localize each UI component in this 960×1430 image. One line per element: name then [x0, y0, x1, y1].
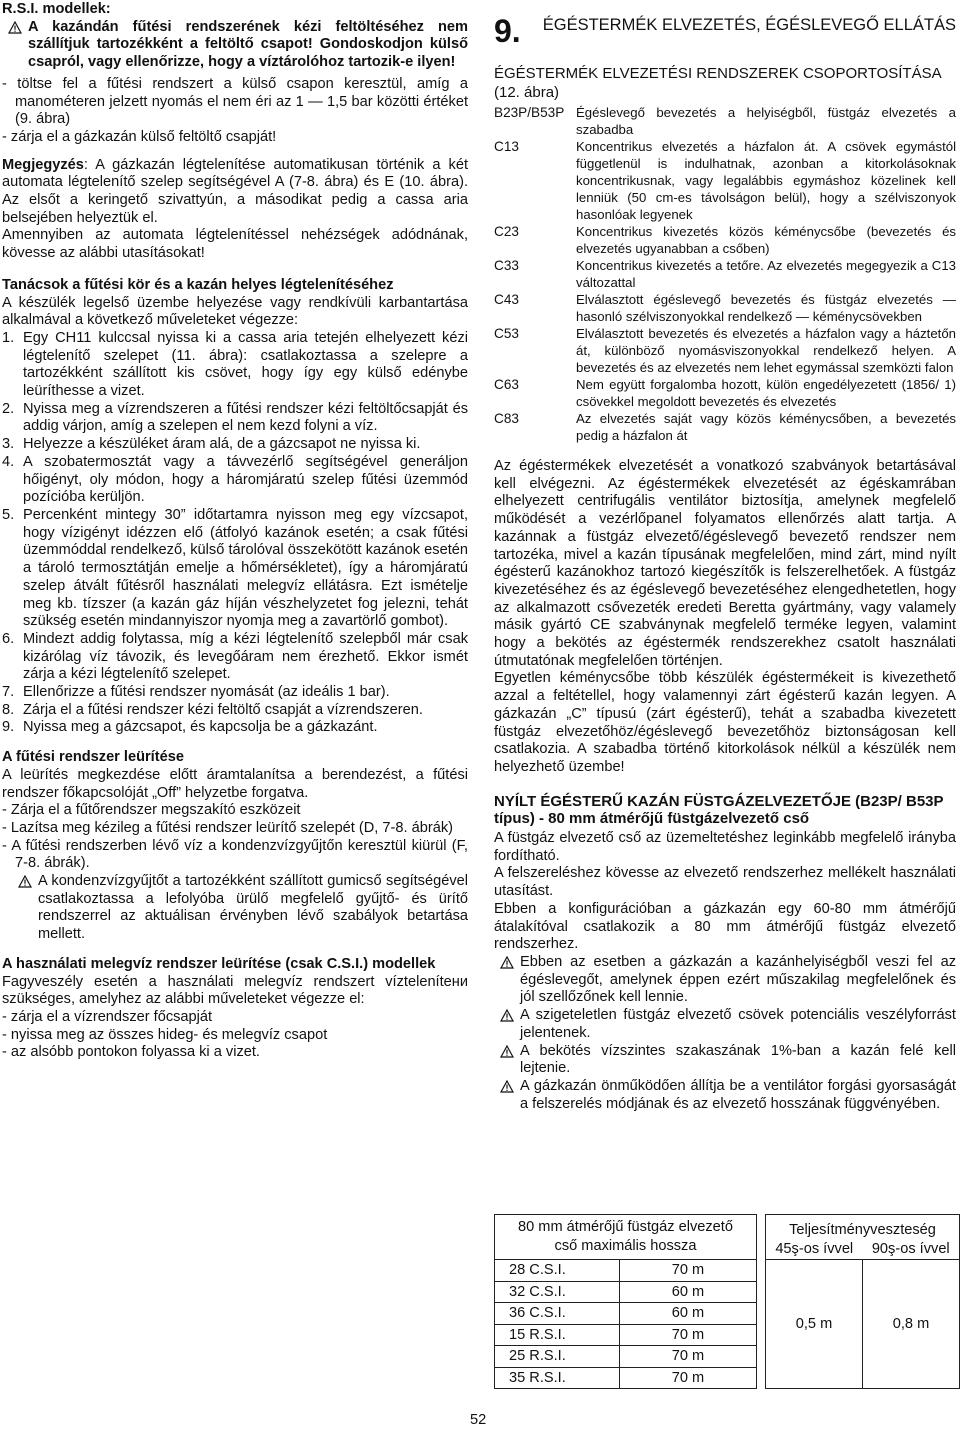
step-number: 9. — [2, 719, 15, 736]
group-heading: ÉGÉSTERMÉK ELVEZETÉSI RENDSZEREK CSOPORTOSÍTÁSA (12. ábra) — [494, 65, 941, 101]
step-number: 2. — [2, 400, 15, 417]
table-cell-model: 36 C.S.I. — [495, 1303, 620, 1325]
rsi-warning: A kazándán fűtési rendszerének kézi feltöltéséhez nem szállítjuk tartozékként a feltöltő csapot! Gondoskodjon külső csapról, vagy ellenőrizze, hogy a víztárolóhoz tartozik-e ilyen! — [2, 19, 468, 72]
step-text: Zárja el a fűtési rendszer kézi feltöltő csapját a vízrendszeren. — [23, 701, 423, 718]
flue-warning: A szigeteletlen füstgáz elvezető csövek potenciális veszélyforrást jelentenek. — [494, 1007, 956, 1042]
section-number: 9. — [494, 13, 521, 49]
tips-heading: Tanácsok a fűtési kör és a kazán helyes légtelenítéséhez — [2, 276, 394, 293]
warning-icon — [494, 954, 520, 1007]
system-code: C63 — [494, 377, 519, 392]
system-code: C43 — [494, 292, 519, 307]
flue-warning: A bekötés vízszintes szakaszának 1%-ban a kazán felé kell lejtenie. — [494, 1043, 956, 1078]
tips-step — [2, 401, 468, 436]
table-cell-length: 60 m — [620, 1303, 757, 1325]
flue-warning: Ebben az esetben a gázkazán a kazánhelyiségből veszi fel az égéslevegőt, amelynek éppen ezért műszakilag megfelelőnek és jól szellőzőnek kell lennie. — [494, 954, 956, 1007]
tips-step — [2, 719, 468, 737]
table-header-90: 90ş-os ívvel — [871, 1241, 950, 1257]
section-title: ÉGÉSTERMÉK ELVEZETÉS, ÉGÉSLEVEGŐ ELLÁTÁS — [542, 16, 956, 34]
dhw-item-2: - nyissa meg az összes hideg- és melegvíz csapot — [2, 1026, 328, 1043]
table-cell-length: 60 m — [620, 1281, 757, 1303]
flue-p1: A füstgáz elvezető cső az üzemeltetéshez leginkább megfelelő irányba fordítható. — [494, 830, 956, 864]
note-paragraph-2: Amennyiben az automata légtelenítéssel nehézségek adódnának, kövesse az alábbi utasításokat! — [2, 227, 468, 262]
table-cell-model: 35 R.S.I. — [495, 1367, 620, 1389]
step-number: 3. — [2, 436, 15, 453]
table-cell-model: 25 R.S.I. — [495, 1346, 620, 1368]
table-header-45: 45ş-os ívvel — [775, 1241, 854, 1257]
drain-item-1: - Zárja el a fűtőrendszer megszakító eszközeit — [2, 802, 301, 819]
step-text: Percenként mintegy 30” időtartamra nyisson meg egy vízcsapot, hogy vízigényt idézzen elő (átfolyó kazánok esetén; a csak fűtési üzemmóddal rendelkező, külső tárolóval összekötött kazánok esetén a tároló termosztátján emelje a hőmérsékletet), így a háromjáratú szelep átvált fűtésről használati melegvíz ellátásra. Ezt ismételje meg kb. tízszer (a kazán gáz híján vészhelyzetet fog jelezni, tehát szükség esetén mindannyiszor nyomja meg a zavartörlő gombot). — [23, 506, 468, 630]
table-row — [495, 1260, 960, 1282]
system-desc: Koncentrikus elvezetés a házfalon át. A csövek egymástól függetlenül is indulhatnak, azonban a kitorkolásoknak koncentrikusnak, vagy legalábbis egymáshoz közelinek kell lenniük (50 cm-es távolságon belül), hogy a szélviszonyok hasonlóak legyenek — [576, 139, 956, 222]
flue-heading: NYÍLT ÉGÉSTERŰ KAZÁN FÜSTGÁZELVEZETŐJE (B23P/ B53P típus) - 80 mm átmérőjű füstgázelvezető cső — [494, 792, 944, 828]
flue-warnings-list — [494, 954, 956, 1113]
warning-icon — [494, 1078, 520, 1113]
step-number: 4. — [2, 453, 15, 470]
flue-paragraph-1: Az égéstermékek elvezetését a vonatkozó szabványok betartásával kell elvégezni. Az égéstermékek elvezetését az égéskamrában elhelyezett centrifugális ventilátor biztosítja, amelynek megfelelő működését a vezérlőpanel folyamatos ellenőrzés alatt tartja. A kazánnak a füstgáz elvezető/égéslevegő bevezető rendszer nem tartozéka, mivel a kazán típusának megfelelően, mind zárt, mind nyílt égésterű kazánokhoz tartozó kiegészítők is felszerelhetőek. A füstgáz kivezetéséhez és az égéslevegő bevezetéséhez elengedhetetlen, hogy az alkalmazott csővezeték eredeti Beretta gyártmány, vagy valamely másik gyártó CE szabványnak megfelelő terméke legyen, valamint hogy a bekötés az égéstermék rendszerekhez csatolt használati útmutatónak megfelelően történjen. — [494, 458, 956, 669]
page-number: 52 — [470, 1412, 487, 1428]
flue-length-table — [494, 1214, 960, 1389]
system-entry — [494, 257, 956, 291]
table-cell-model: 15 R.S.I. — [495, 1324, 620, 1346]
system-entry — [494, 138, 956, 223]
table-cell-length: 70 m — [620, 1367, 757, 1389]
tips-step — [2, 330, 468, 401]
dhw-intro: Fagyveszély esetén a használati melegvíz rendszert víztelenítени szükséges, amelyhez az alábbi műveleteket végezze el: — [2, 973, 468, 1008]
table-cell-length: 70 m — [620, 1346, 757, 1368]
system-desc: Koncentrikus kivezetés a tetőre. Az elvezetés megegyezik a C13 változattal — [576, 258, 956, 290]
step-number: 7. — [2, 684, 15, 701]
table-cell-loss-45: 0,5 m — [766, 1260, 863, 1389]
flue-paragraph-2: Egyetlen kéménycsőbe több készülék égéstermékeit is kivezethető azzal a feltétellel, hogy valamennyi zárt égésterű kazán legyen. A gázkazán „C” típusú (zárt égésterű), tehát a szabadba kivezetett füstgáz elvezetőhöz/égéslevegő bevezetőhöz biztonságosan kell csatlakozia. A szabadba történő kitorkolások nélkül a készülék nem helyezhető üzembe! — [494, 670, 956, 775]
tips-step — [2, 702, 468, 720]
step-text: Ellenőrizze a fűtési rendszer nyomását (az ideális 1 bar). — [23, 684, 390, 701]
tips-step — [2, 631, 468, 684]
system-entry — [494, 104, 956, 138]
table-cell-loss-90: 0,8 m — [863, 1260, 960, 1389]
left-column — [2, 0, 468, 1062]
step-text: Egy CH11 kulccsal nyissa ki a cassa aria tetején elhelyezett kézi légtelenítő szelepet (11. ábra): csatlakoztassa a szelepre a tartozékként szállított kis csövet, hogy így egy külső edénybe leüríthesse a vizet. — [23, 329, 468, 400]
system-entry — [494, 376, 956, 410]
section-title-row — [494, 14, 956, 48]
system-code: B23P/B53P — [494, 105, 565, 120]
table-cell-length: 70 m — [620, 1260, 757, 1282]
step-text: Nyissa meg a gázcsapot, és kapcsolja be a gázkazánt. — [23, 719, 378, 736]
drain-item-2: - Lazítsa meg kézileg a fűtési rendszer leürítő szelepét (D, 7-8. ábrák) — [2, 819, 453, 836]
dhw-heading: A használati melegvíz rendszer leürítése (csak C.S.I.) modellek — [2, 955, 436, 972]
step-number: 8. — [2, 701, 15, 718]
table-header-length: 80 mm átmérőjű füstgáz elvezető cső maximális hossza — [495, 1215, 757, 1260]
system-desc: Nem együtt forgalomba hozott, külön engedélyezetett (1856/ 1) csövekkel megoldott bevezetés és elvezetés — [576, 377, 956, 409]
step-text: Nyissa meg a vízrendszeren a fűtési rendszer kézi feltöltőcsapját és addig várjon, amíg a szelepen el nem kezd folyni a víz. — [23, 400, 468, 435]
system-entry — [494, 410, 956, 444]
fill-item-2: - zárja el a gázkazán külső feltöltő csapját! — [2, 128, 277, 145]
tips-step — [2, 507, 468, 631]
right-column — [494, 0, 956, 1113]
warning-icon — [494, 1043, 520, 1078]
system-desc: Égéslevegő bevezetés a helyiségből, füstgáz elvezetés a szabadba — [576, 105, 956, 137]
system-code: C23 — [494, 224, 519, 239]
system-desc: Az elvezetés saját vagy közös kéménycsőben, a bevezetés pedig a házfalon át — [576, 411, 956, 443]
step-number: 6. — [2, 630, 15, 647]
flue-warning: A gázkazán önműködően állítja be a ventilátor forgási gyorsaságát a felszerelés módjának és az elvezető hosszának függvényében. — [494, 1078, 956, 1113]
step-number: 5. — [2, 506, 15, 523]
warning-icon — [12, 873, 38, 944]
warning-icon — [494, 1007, 520, 1042]
tips-intro: A készülék legelső üzembe helyezése vagy rendkívüli karbantartása alkalmával a következő műveleteket végezze: — [2, 294, 468, 329]
flue-p2: A felszereléshez kövesse az elvezető rendszerhez mellékelt használati utasítást. — [494, 865, 956, 900]
table-cell-length: 70 m — [620, 1324, 757, 1346]
system-desc: Koncentrikus kivezetés közös kéménycsőbe (bevezetés és elvezetés ugyanabban a csőben) — [576, 224, 956, 256]
system-code: C33 — [494, 258, 519, 273]
table-cell-model: 28 C.S.I. — [495, 1260, 620, 1282]
system-entry — [494, 223, 956, 257]
drain-warning: A kondenzvízgyűjtőt a tartozékként szállított gumicső segítségével csatlakoztassa a lefolyóba ürülő megfelelő gyűjtő- és ürítő rendszerrel az aktuálisan érvényben lévő szabályok betartása mellett. — [12, 873, 468, 944]
step-text: Helyezze a készüléket áram alá, de a gázcsapot ne nyissa ki. — [23, 436, 421, 453]
rsi-heading: R.S.I. modellek: — [2, 1, 111, 17]
tips-steps-list — [2, 330, 468, 737]
system-entry — [494, 291, 956, 325]
system-desc: Elválasztott bevezetés és elvezetés a házfalon vagy a háztetőn át, különböző nyomásviszonyokkal rendelkező helyen. A bevezetés és az elvezetés nem lehet egymással szemközti falon — [576, 326, 956, 375]
system-entry — [494, 325, 956, 376]
fill-item-1: - töltse fel a fűtési rendszert a külső csapon keresztül, amíg a manométeren jelzett nyomás el nem éri az 1 — 1,5 bar közötti értéket (9. ábra) — [2, 75, 468, 128]
system-code: C13 — [494, 139, 519, 154]
note-paragraph: Megjegyzés: A gázkazán légtelenítése automatikusan történik a két automata légtelenítő szelep segítségével A (7-8. ábra) és E (10. ábra). Az elsőt a keringető szivattyún, a másodikat pedig a cassa aria belsejében helyeztük el. — [2, 156, 468, 226]
system-desc: Elválasztott égéslevegő bevezetés és füstgáz elvezetés — hasonló szélviszonyokkal rendelkező — kéménycsövekben — [576, 292, 956, 324]
tips-step — [2, 454, 468, 507]
step-text: Mindezt addig folytassa, míg a kézi légtelenítő szelepből már csak kizárólag víz távozik, és levegőáram nem érezhető. Ekkor ismét zárja a kézi légtelenítő szelepet. — [23, 630, 468, 683]
drain-item-3: - A fűtési rendszerben lévő víz a kondenzvízgyűjtőn keresztül kiürül (F, 7-8. ábrák). — [2, 837, 468, 872]
dhw-item-3: - az alsóbb pontokon folyassa ki a vizet. — [2, 1044, 260, 1061]
step-text: A szobatermosztát vagy a távvezérlő segítségével generáljon hőigényt, oly módon, hogy a háromjáratú szelep fűtési üzemmód pozícióba kerüljön. — [23, 453, 468, 506]
system-code: C83 — [494, 411, 519, 426]
tips-step — [2, 684, 468, 702]
flue-p3: Ebben a konfigurációban a gázkazán egy 60-80 mm átmérőjű átalakítóval csatlakozik a 80 mm átmérőjű füstgáz elvezető rendszerhez. — [494, 900, 956, 953]
system-code: C53 — [494, 326, 519, 341]
table-header-loss: Teljesítményveszteség 45ş-os ívvel 90ş-os ívvel — [766, 1215, 960, 1260]
warning-icon — [2, 19, 28, 72]
dhw-item-1: - zárja el a vízrendszer főcsapját — [2, 1008, 213, 1025]
table-cell-model: 32 C.S.I. — [495, 1281, 620, 1303]
tips-step — [2, 436, 468, 454]
step-number: 1. — [2, 329, 15, 346]
systems-list — [494, 104, 956, 444]
drain-intro: A leürítés megkezdése előtt áramtalanítsa a berendezést, a fűtési rendszer főkapcsolóját „Off” helyzetbe forgatva. — [2, 766, 468, 801]
drain-heading: A fűtési rendszer leürítése — [2, 749, 184, 766]
